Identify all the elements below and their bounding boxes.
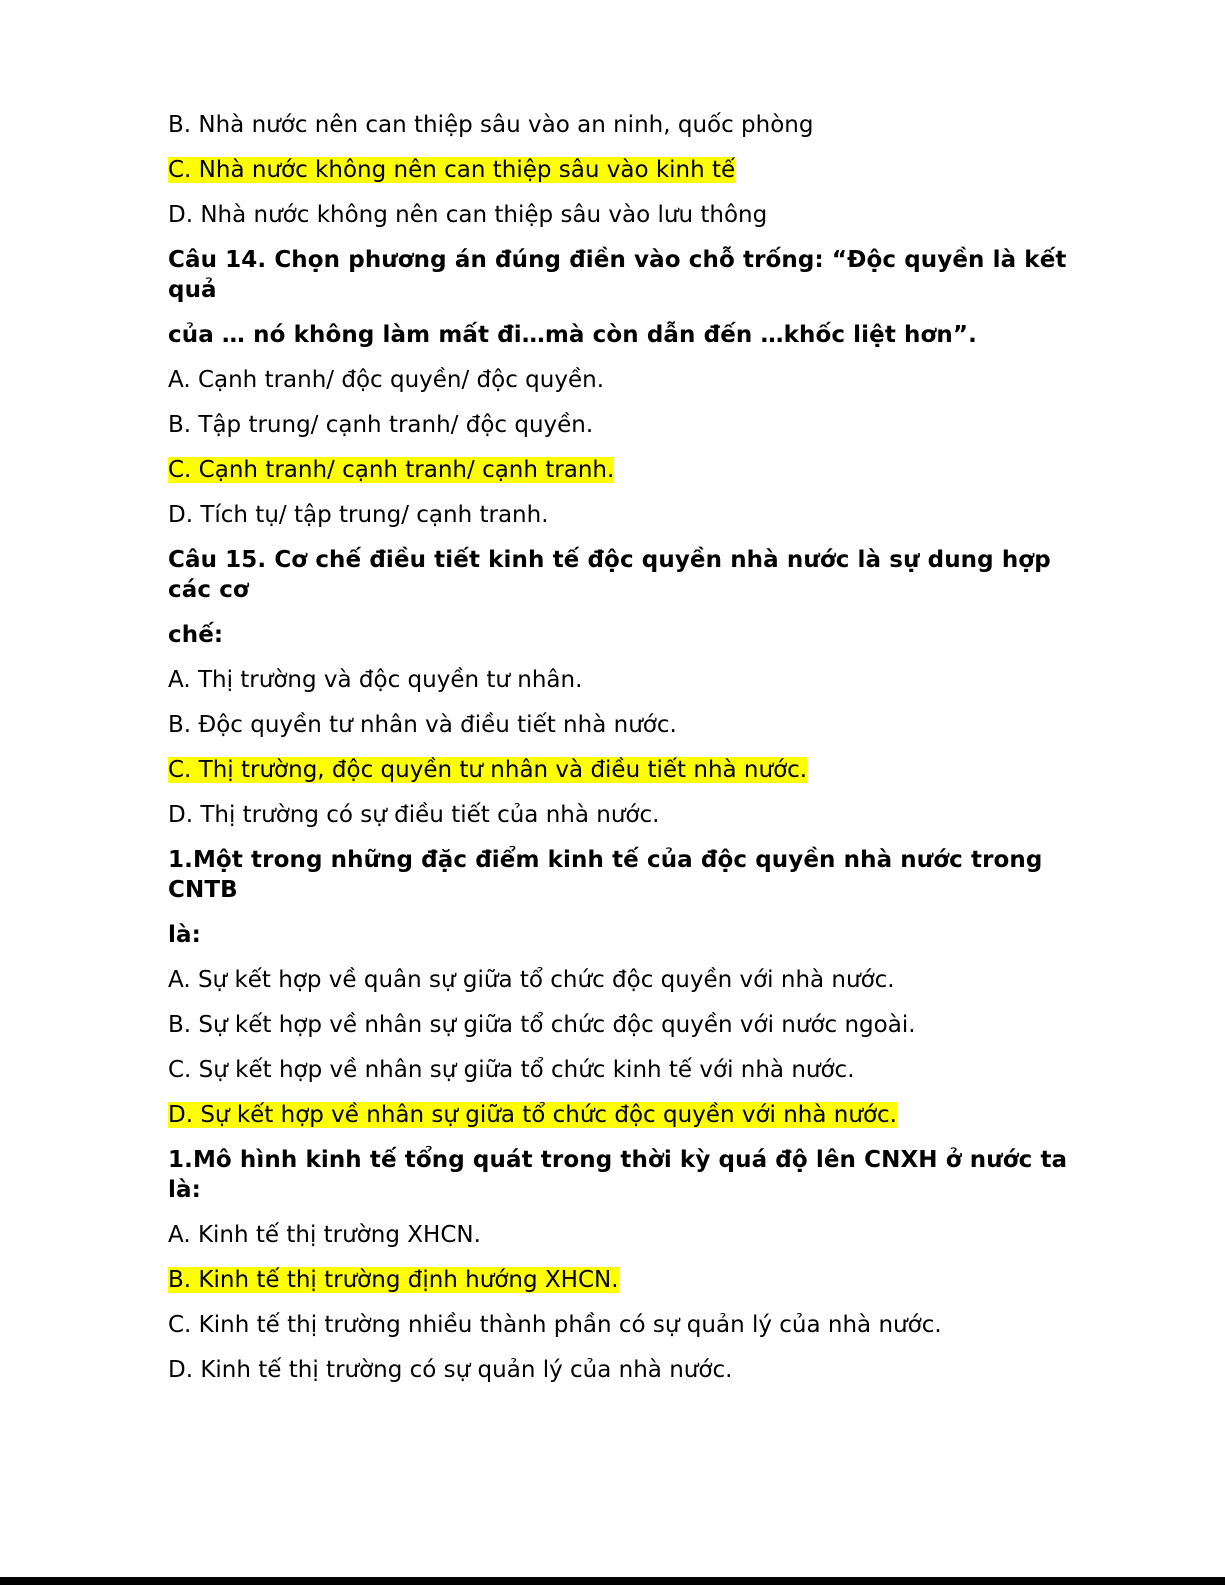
option-b-q14: B. Tập trung/ cạnh tranh/ độc quyền.	[168, 412, 594, 438]
option-b-q13: B. Nhà nước nên can thiệp sâu vào an ninh, quốc phòng	[168, 112, 814, 138]
option-a-q14: A. Cạnh tranh/ độc quyền/ độc quyền.	[168, 367, 605, 393]
question-14-line2: của … nó không làm mất đi…mà còn dẫn đến …khốc liệt hơn”.	[168, 322, 977, 348]
option-c-q14-answer: C. Cạnh tranh/ cạnh tranh/ cạnh tranh.	[168, 457, 615, 483]
question-16-line2: là:	[168, 922, 201, 948]
option-c-q17: C. Kinh tế thị trường nhiều thành phần có sự quản lý của nhà nước.	[168, 1312, 942, 1338]
option-b-q17-answer: B. Kinh tế thị trường định hướng XHCN.	[168, 1267, 619, 1293]
question-14-line1: Câu 14. Chọn phương án đúng điền vào chỗ trống: “Độc quyền là kết quả	[168, 247, 1067, 303]
option-c-q15-answer: C. Thị trường, độc quyền tư nhân và điều tiết nhà nước.	[168, 757, 808, 783]
question-16-line1: 1.Một trong những đặc điểm kinh tế của độc quyền nhà nước trong CNTB	[168, 847, 1043, 903]
option-d-q16-answer: D. Sự kết hợp về nhân sự giữa tổ chức độc quyền với nhà nước.	[168, 1102, 897, 1128]
document-page	[168, 110, 1098, 1400]
option-d-q13: D. Nhà nước không nên can thiệp sâu vào lưu thông	[168, 202, 768, 228]
option-b-q15: B. Độc quyền tư nhân và điều tiết nhà nước.	[168, 712, 677, 738]
option-c-q16: C. Sự kết hợp về nhân sự giữa tổ chức kinh tế với nhà nước.	[168, 1057, 855, 1083]
option-c-q13-answer: C. Nhà nước không nên can thiệp sâu vào kinh tế	[168, 157, 736, 183]
question-15-line1: Câu 15. Cơ chế điều tiết kinh tế độc quyền nhà nước là sự dung hợp các cơ	[168, 547, 1051, 603]
option-a-q17: A. Kinh tế thị trường XHCN.	[168, 1222, 481, 1248]
page-bottom-border	[0, 1577, 1225, 1585]
option-b-q16: B. Sự kết hợp về nhân sự giữa tổ chức độc quyền với nước ngoài.	[168, 1012, 916, 1038]
option-d-q17: D. Kinh tế thị trường có sự quản lý của nhà nước.	[168, 1357, 733, 1383]
question-17: 1.Mô hình kinh tế tổng quát trong thời kỳ quá độ lên CNXH ở nước ta là:	[168, 1147, 1068, 1203]
option-d-q15: D. Thị trường có sự điều tiết của nhà nước.	[168, 802, 660, 828]
question-15-line2: chế:	[168, 622, 224, 648]
option-a-q16: A. Sự kết hợp về quân sự giữa tổ chức độc quyền với nhà nước.	[168, 967, 895, 993]
option-a-q15: A. Thị trường và độc quyền tư nhân.	[168, 667, 583, 693]
option-d-q14: D. Tích tụ/ tập trung/ cạnh tranh.	[168, 502, 549, 528]
